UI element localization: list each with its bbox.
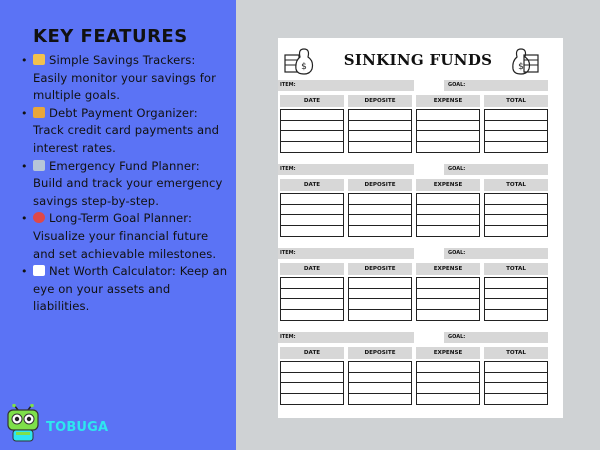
deposite-column: [348, 179, 412, 237]
sheet-title: SINKING FUNDS: [343, 51, 493, 69]
date-header: DATE: [280, 95, 344, 107]
total-header: TOTAL: [484, 263, 548, 275]
total-header: TOTAL: [484, 95, 548, 107]
features-heading: KEY FEATURES: [33, 26, 188, 47]
credit-card-icon: [33, 107, 45, 118]
item-label: ITEM:: [280, 82, 296, 88]
bar-chart-icon: [33, 54, 45, 65]
preview-area: [236, 0, 600, 450]
fund-section: [278, 164, 563, 244]
deposite-cells[interactable]: [348, 193, 412, 237]
total-cells[interactable]: [484, 277, 548, 321]
feature-item: [14, 210, 230, 263]
expense-cells[interactable]: [416, 109, 480, 153]
date-column: [280, 95, 344, 153]
money-bag-icon: [509, 45, 539, 75]
deposite-cells[interactable]: [348, 361, 412, 405]
date-column: [280, 179, 344, 237]
date-cells[interactable]: [280, 277, 344, 321]
goal-field[interactable]: [444, 164, 548, 175]
deposite-column: [348, 95, 412, 153]
feature-item: [14, 105, 230, 158]
total-column: [484, 179, 548, 237]
expense-header: EXPENSE: [416, 347, 480, 359]
deposite-column: [348, 347, 412, 405]
goal-label: GOAL:: [448, 334, 466, 340]
feature-text: Long-Term Goal Planner: Visualize your financial future and set achievable milestones.: [33, 211, 217, 261]
item-field[interactable]: [278, 164, 414, 175]
date-header: DATE: [280, 263, 344, 275]
deposite-header: DEPOSITE: [348, 347, 412, 359]
svg-text:$: $: [301, 62, 307, 72]
date-cells[interactable]: [280, 109, 344, 153]
feature-item: [14, 158, 230, 211]
goal-field[interactable]: [444, 248, 548, 259]
goal-label: GOAL:: [448, 166, 466, 172]
expense-column: [416, 95, 480, 153]
date-column: [280, 263, 344, 321]
item-label: ITEM:: [280, 334, 296, 340]
deposite-header: DEPOSITE: [348, 179, 412, 191]
deposite-column: [348, 263, 412, 321]
features-list: [14, 52, 230, 316]
feature-item: [14, 52, 230, 105]
feature-text: Emergency Fund Planner: Build and track your emergency savings step-by-step.: [33, 158, 223, 208]
deposite-header: DEPOSITE: [348, 95, 412, 107]
item-field[interactable]: [278, 248, 414, 259]
total-cells[interactable]: [484, 193, 548, 237]
feature-text: Net Worth Calculator: Keep an eye on your assets and liabilities.: [33, 264, 228, 314]
date-cells[interactable]: [280, 361, 344, 405]
deposite-header: DEPOSITE: [348, 263, 412, 275]
money-bag-icon: [284, 45, 314, 75]
bank-icon: [33, 160, 45, 171]
expense-header: EXPENSE: [416, 263, 480, 275]
expense-column: [416, 179, 480, 237]
date-header: DATE: [280, 179, 344, 191]
expense-header: EXPENSE: [416, 179, 480, 191]
total-cells[interactable]: [484, 361, 548, 405]
total-column: [484, 95, 548, 153]
goal-label: GOAL:: [448, 82, 466, 88]
item-label: ITEM:: [280, 166, 296, 172]
deposite-cells[interactable]: [348, 109, 412, 153]
goal-field[interactable]: [444, 332, 548, 343]
total-header: TOTAL: [484, 347, 548, 359]
expense-column: [416, 347, 480, 405]
total-column: [484, 347, 548, 405]
expense-header: EXPENSE: [416, 95, 480, 107]
fund-section: [278, 332, 563, 412]
expense-column: [416, 263, 480, 321]
feature-text: Simple Savings Trackers: Easily monitor your savings for multiple goals.: [33, 53, 216, 103]
date-header: DATE: [280, 347, 344, 359]
expense-cells[interactable]: [416, 277, 480, 321]
svg-text:$: $: [518, 62, 524, 72]
brand-name: TOBUGA: [46, 420, 109, 435]
date-column: [280, 347, 344, 405]
date-cells[interactable]: [280, 193, 344, 237]
brand-logo: [4, 404, 116, 442]
item-label: ITEM:: [280, 250, 296, 256]
sinking-funds-sheet: [278, 38, 563, 418]
fund-section: [278, 248, 563, 328]
features-panel: [0, 0, 236, 450]
expense-cells[interactable]: [416, 361, 480, 405]
chart-up-icon: [33, 265, 45, 276]
total-cells[interactable]: [484, 109, 548, 153]
feature-text: Debt Payment Organizer: Track credit card payments and interest rates.: [33, 105, 220, 155]
expense-cells[interactable]: [416, 193, 480, 237]
bug-mascot-icon: [4, 404, 48, 444]
goal-field[interactable]: [444, 80, 548, 91]
deposite-cells[interactable]: [348, 277, 412, 321]
feature-item: [14, 263, 230, 316]
total-header: TOTAL: [484, 179, 548, 191]
goal-label: GOAL:: [448, 250, 466, 256]
target-icon: [33, 212, 45, 223]
item-field[interactable]: [278, 80, 414, 91]
fund-section: [278, 80, 563, 160]
item-field[interactable]: [278, 332, 414, 343]
total-column: [484, 263, 548, 321]
